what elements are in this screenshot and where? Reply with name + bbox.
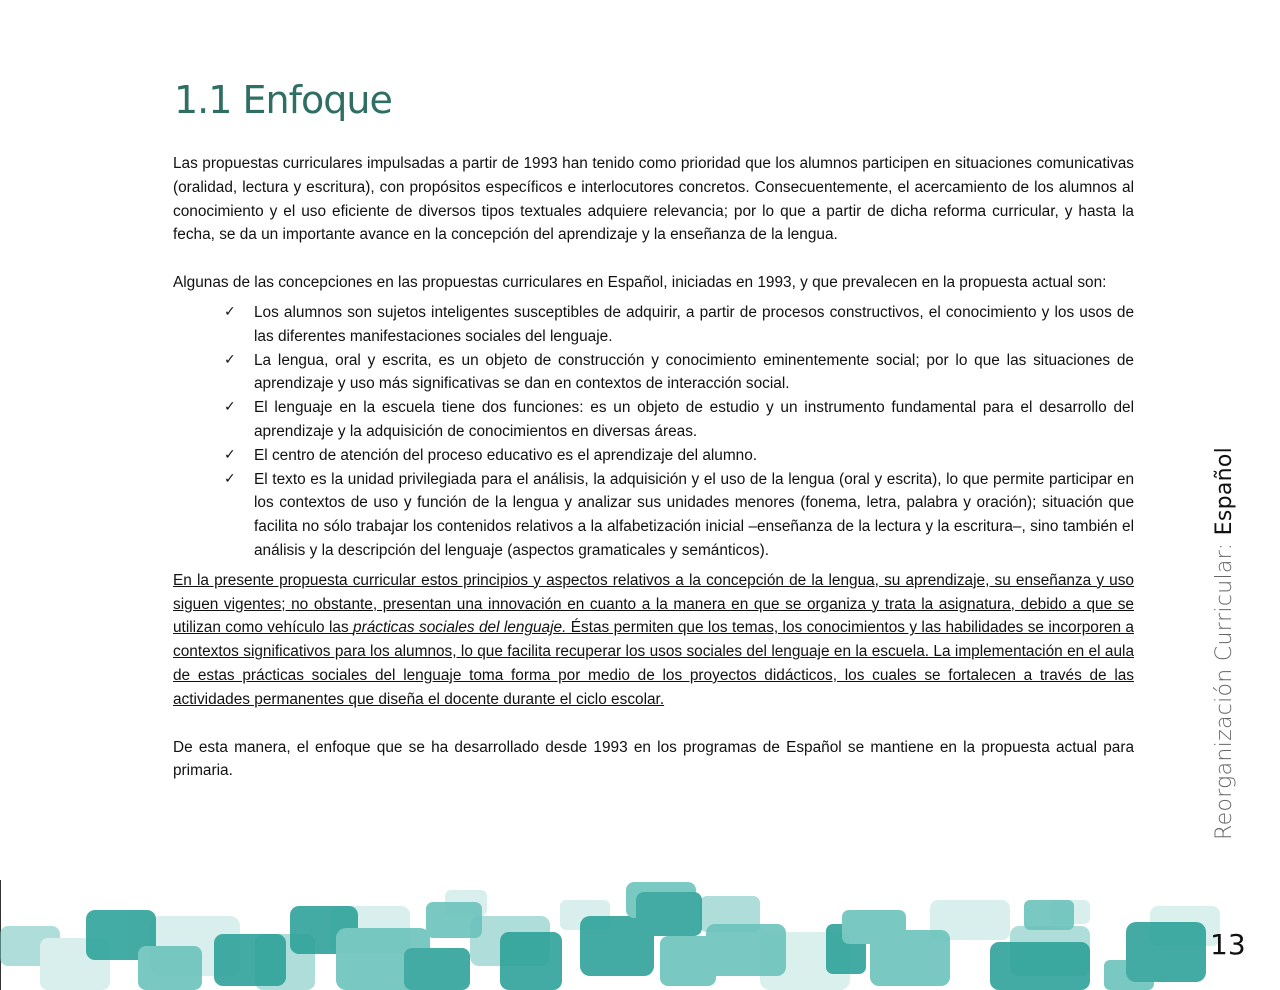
list-item-text: El lenguaje en la escuela tiene dos funciones: es un objeto de estudio y un instrumento fundamental para el desarrollo del aprendizaje y la adquisición de conocimientos en diversas áreas. — [254, 399, 1134, 440]
checkmark-icon: ✓ — [224, 399, 236, 416]
emphasis-practicas: prácticas sociales del lenguaje. — [353, 619, 567, 637]
list-item — [224, 396, 1134, 444]
concepts-checklist — [173, 301, 1134, 563]
tile — [500, 932, 562, 990]
list-item — [224, 444, 1134, 468]
checkmark-icon: ✓ — [224, 351, 236, 368]
tile — [990, 942, 1090, 990]
tile — [1024, 900, 1074, 930]
tile — [426, 902, 482, 938]
tile — [214, 934, 286, 986]
decorative-tile-band — [0, 876, 1280, 990]
checkmark-icon: ✓ — [224, 470, 236, 487]
checkmark-icon: ✓ — [224, 446, 236, 463]
side-running-title: Reorganización Curricular: Español — [1212, 446, 1237, 840]
paragraph-intro: Las propuestas curriculares impulsadas a partir de 1993 han tenido como prioridad que los alumnos participen en situaciones comunicativas (oralidad, lectura y escritura), con propósitos específicos e interlocutores concretos. Consecuentemente, el acercamiento de los alumnos al conocimiento y el uso eficiente de diversos tipos textuales adquiere relevancia; por lo que a partir de dicha reforma curricular, y hasta la fecha, se da un importante avance en la concepción del aprendizaje y la enseñanza de la lengua. — [173, 155, 1134, 244]
list-item-text: La lengua, oral y escrita, es un objeto de construcción y conocimiento eminentemente social; por lo que las situaciones de aprendizaje y uso más significativas se dan en contextos de interacción social. — [254, 351, 1134, 393]
list-item-text: El texto es la unidad privilegiada para el análisis, la adquisición y el uso de la lengua (oral y escrita), lo que permite participar en los contextos de uso y función de la lengua y analizar sus unidades menores (fonema, letra, palabra y oración); situación que facilita no sólo trabajar los contenidos relativos a la alfabetización inicial –enseñanza de la lectura y la escritura–, sino también el análisis y la descripción del lenguaje (aspectos gramaticales y semánticos). — [254, 470, 1134, 559]
list-item — [224, 349, 1134, 397]
list-item — [224, 468, 1134, 563]
paragraph-conclusion: De esta manera, el enfoque que se ha desarrollado desde 1993 en los programas de Español se mantiene en la propuesta actual para primaria. — [173, 738, 1134, 780]
tile — [1126, 922, 1206, 982]
tile — [404, 948, 470, 990]
list-item-text: El centro de atención del proceso educativo es el aprendizaje del alumno. — [254, 446, 758, 464]
tile — [636, 892, 702, 936]
list-item — [224, 301, 1134, 349]
tile — [706, 924, 786, 976]
tile — [870, 930, 950, 986]
paragraph-concepts: Algunas de las concepciones en las propuestas curriculares en Español, iniciadas en 1993, y que prevalecen en la propuesta actual son: — [173, 274, 1107, 292]
list-item-text: Los alumnos son sujetos inteligentes susceptibles de adquirir, a partir de procesos constructivos, el conocimiento y los usos de las diferentes manifestaciones sociales del lenguaje. — [254, 303, 1134, 345]
body-text — [173, 152, 1134, 783]
paragraph-current-proposal: En la presente propuesta curricular estos principios y aspectos relativos a la concepción de la lengua, su aprendizaje, su enseñanza y uso siguen vigentes; no obstante, presentan una innovación en cuanto a la manera en que se organiza y trata la asignatura, debido a que se utilizan como vehículo las prácticas sociales del lenguaje. Éstas permiten que los temas, los conocimientos y las habilidades se incorporen a contextos significativos para los alumnos, lo que facilita recuperar los usos sociales del lenguaje en la escuela. La implementación en el aula de estas prácticas sociales del lenguaje toma forma por medio de los proyectos didácticos, los cuales se fortalecen a través de las actividades permanentes que diseña el docente durante el ciclo escolar. — [173, 571, 1134, 708]
page-number: 13 — [1210, 928, 1246, 961]
tile — [138, 946, 202, 990]
checkmark-icon: ✓ — [224, 303, 236, 320]
section-heading: 1.1 Enfoque — [174, 78, 392, 122]
